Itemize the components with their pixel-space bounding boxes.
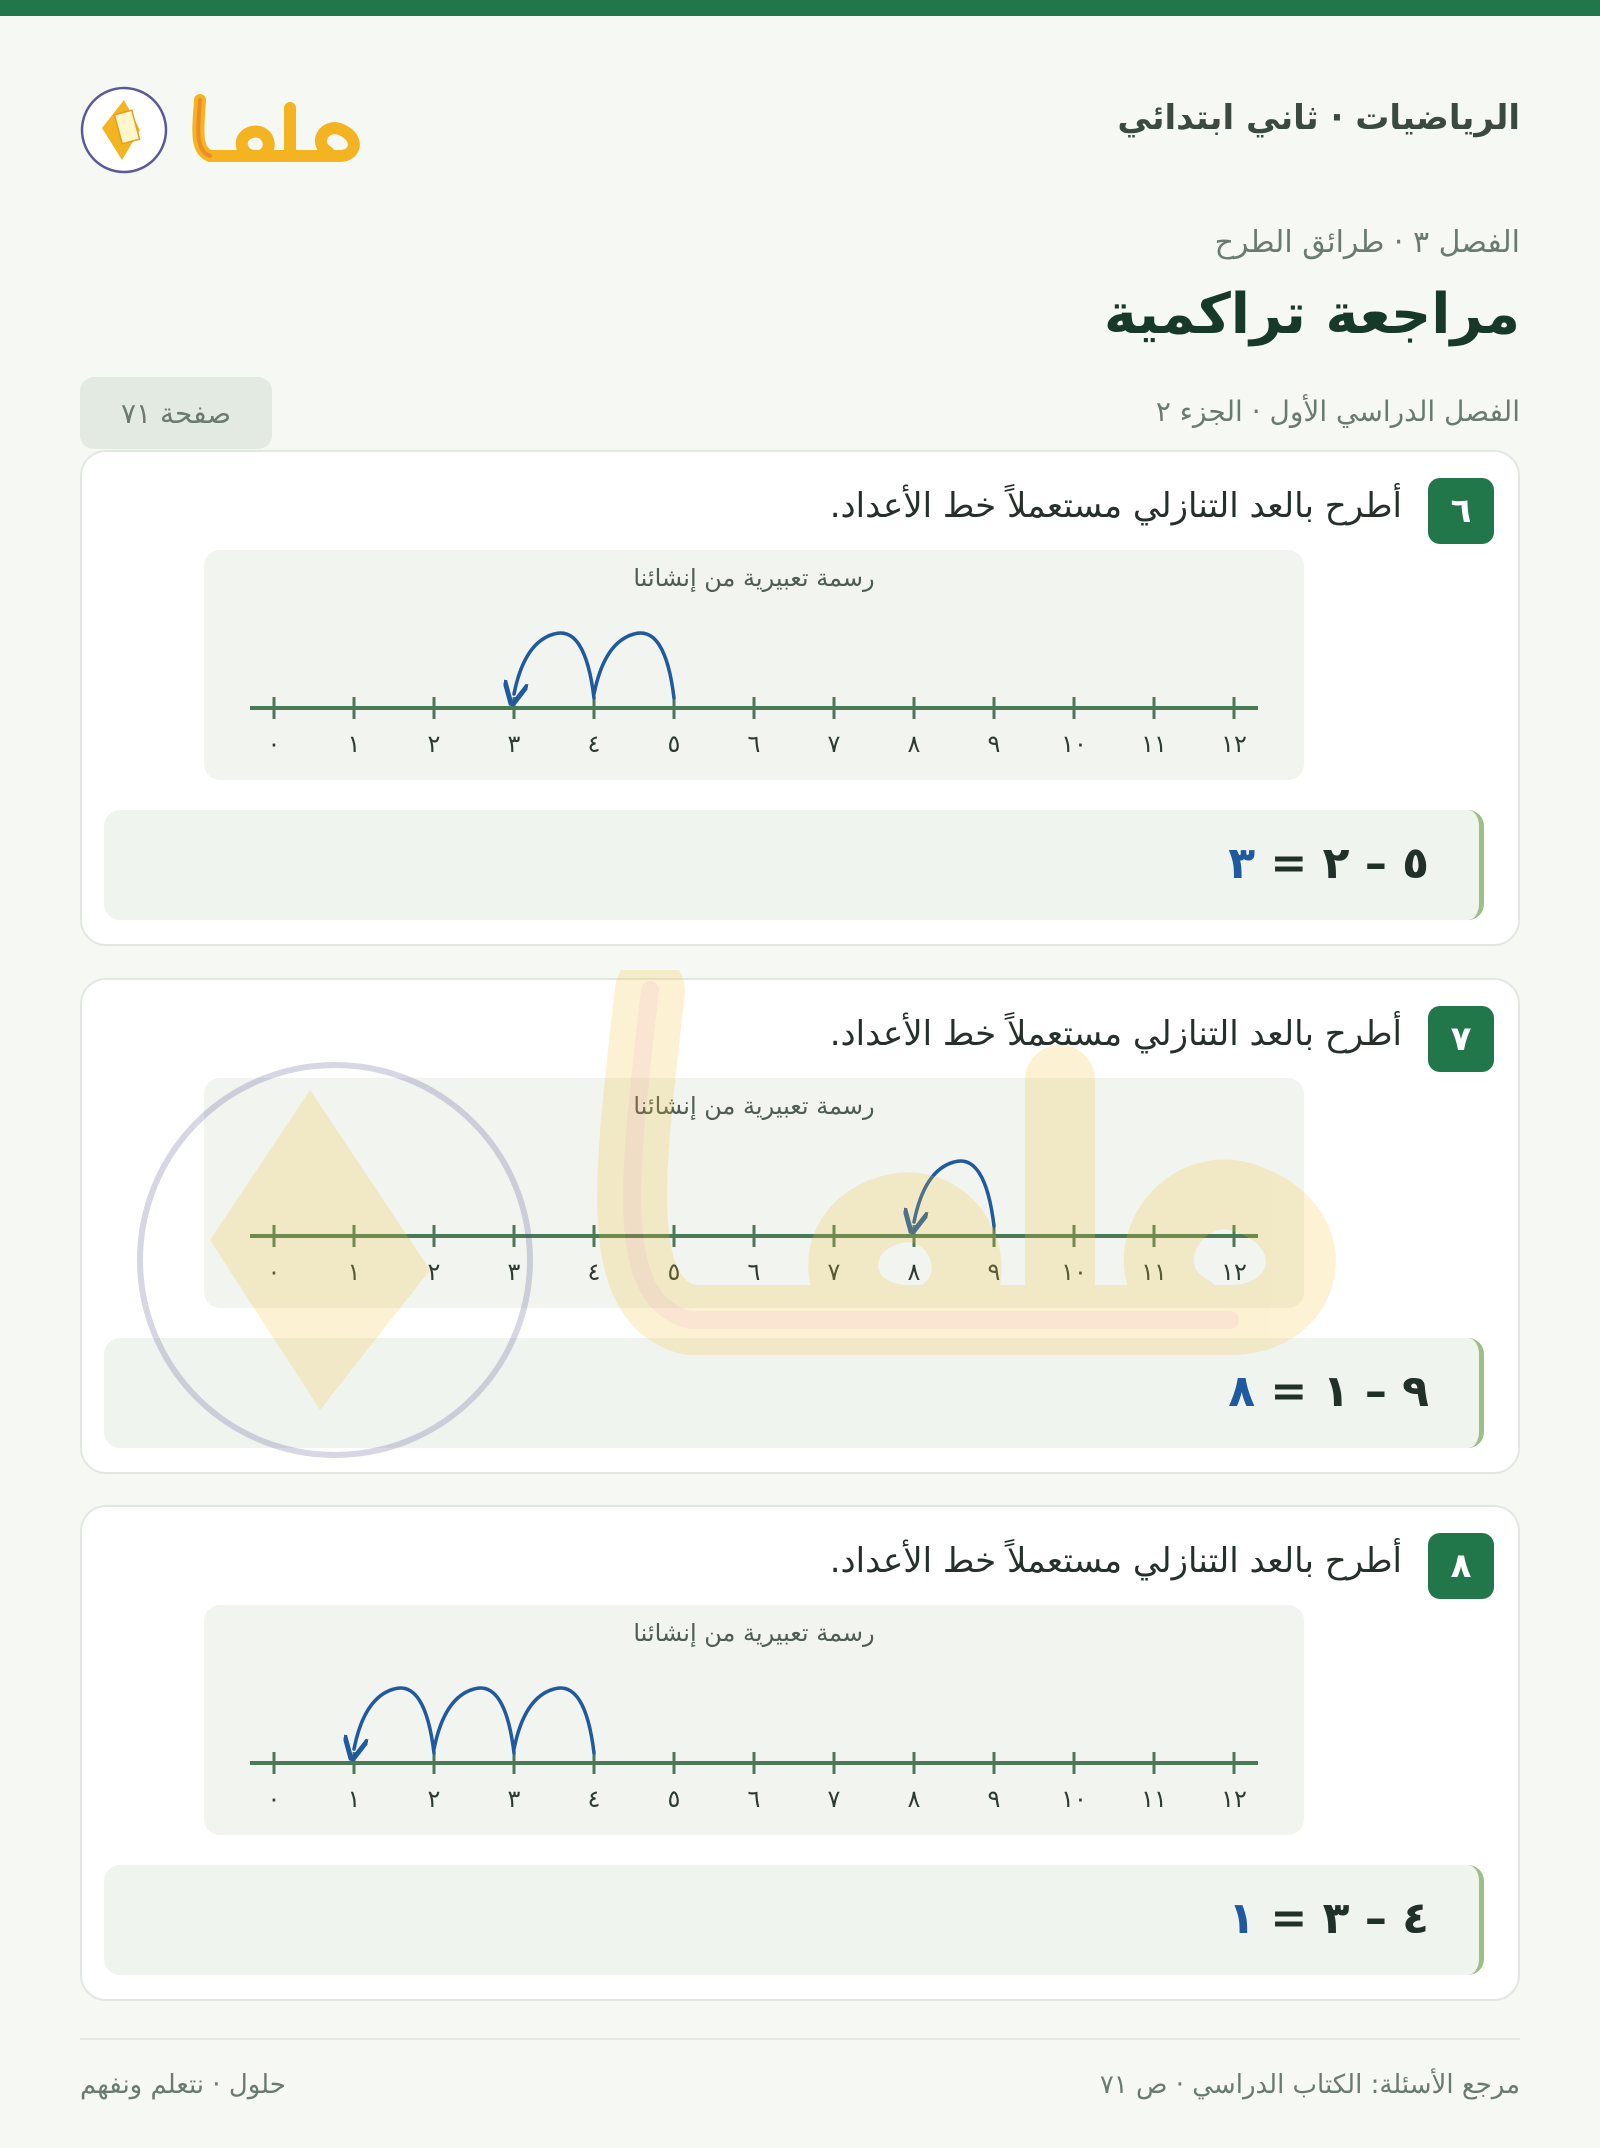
- jump-arrow: [354, 1688, 434, 1753]
- number-line-tick-label: ٣: [507, 1785, 521, 1813]
- number-line-tick-label: ٥: [667, 1258, 681, 1286]
- answer-box: [104, 810, 1484, 920]
- question-text: أطرح بالعد التنازلي مستعملاً خط الأعداد.: [829, 1541, 1402, 1581]
- number-line-tick-label: ١٢: [1221, 1258, 1247, 1286]
- number-line-tick-label: ٨: [907, 1785, 921, 1813]
- number-line: [204, 550, 1304, 780]
- question-number-badge: [1428, 1533, 1494, 1599]
- subject-title: الرياضيات · ثاني ابتدائي: [1117, 98, 1520, 138]
- jump-arrow: [514, 1688, 594, 1753]
- number-line-tick-label: ٩: [987, 1785, 1001, 1813]
- answer-equation: [1228, 1893, 1429, 1944]
- number-line-tick-label: ١٠: [1061, 1785, 1087, 1813]
- minus-sign: –: [1364, 1893, 1387, 1944]
- jump-arrow: [514, 633, 594, 698]
- diagram-caption: رسمة تعبيرية من إنشائنا: [633, 564, 875, 592]
- number-line-tick-label: ٧: [827, 1785, 841, 1813]
- question-number: ٧: [1450, 1019, 1472, 1059]
- number-line-tick-label: ٨: [907, 1258, 921, 1286]
- number-line-tick-label: ٦: [747, 730, 761, 758]
- subtrahend: ٣: [1322, 1893, 1350, 1944]
- number-line-tick-label: ١: [347, 1785, 361, 1813]
- question-text: أطرح بالعد التنازلي مستعملاً خط الأعداد.: [829, 486, 1402, 526]
- question-number-badge: [1428, 478, 1494, 544]
- subtrahend: ٢: [1322, 838, 1350, 889]
- answer-result: ١: [1228, 1893, 1256, 1944]
- number-line-tick-label: ٦: [747, 1785, 761, 1813]
- number-line-tick-label: ٧: [827, 730, 841, 758]
- number-line-tick-label: ٨: [907, 730, 921, 758]
- answer-equation: [1228, 1366, 1429, 1417]
- answer-result: ٣: [1228, 838, 1256, 889]
- number-line-tick-label: ٥: [667, 1785, 681, 1813]
- question-card: [80, 450, 1520, 946]
- question-number-badge: [1428, 1006, 1494, 1072]
- answer-equation: [1228, 838, 1429, 889]
- number-line-tick-label: ٢: [427, 1258, 441, 1286]
- header: [80, 60, 1520, 200]
- diagram-caption: رسمة تعبيرية من إنشائنا: [633, 1092, 875, 1120]
- minus-sign: –: [1364, 1366, 1387, 1417]
- jump-arrow: [594, 633, 674, 698]
- diagram-caption: رسمة تعبيرية من إنشائنا: [633, 1619, 875, 1647]
- question-number: ٨: [1450, 1546, 1472, 1586]
- chapter-label: الفصل ٣ · طرائق الطرح: [1214, 225, 1520, 260]
- footer-divider: [80, 2038, 1520, 2040]
- answer-result: ٨: [1228, 1366, 1256, 1417]
- number-line-tick-label: ١٢: [1221, 1785, 1247, 1813]
- equals-sign: =: [1270, 1366, 1308, 1417]
- number-line-diagram: [204, 1078, 1304, 1308]
- jump-arrow: [914, 1161, 994, 1226]
- minuend: ٩: [1402, 1366, 1429, 1417]
- equals-sign: =: [1270, 1893, 1308, 1944]
- page-title: مراجعة تراكمية: [1103, 282, 1520, 347]
- hulul-logo: [80, 60, 370, 200]
- question-card: [80, 1505, 1520, 2001]
- number-line-tick-label: ٤: [587, 1258, 601, 1286]
- number-line-tick-label: ٠: [267, 1258, 281, 1286]
- footer-brand: حلول · نتعلم ونفهم: [80, 2070, 286, 2100]
- number-line: [204, 1078, 1304, 1308]
- number-line-diagram: [204, 1605, 1304, 1835]
- page-number-badge: [80, 377, 272, 449]
- question-card: [80, 978, 1520, 1474]
- number-line-tick-label: ١١: [1141, 1785, 1167, 1813]
- number-line-tick-label: ٢: [427, 730, 441, 758]
- number-line-tick-label: ٤: [587, 730, 601, 758]
- jump-arrow: [434, 1688, 514, 1753]
- number-line-diagram: [204, 550, 1304, 780]
- number-line-tick-label: ١١: [1141, 1258, 1167, 1286]
- number-line-tick-label: ٣: [507, 1258, 521, 1286]
- number-line-tick-label: ١١: [1141, 730, 1167, 758]
- number-line-tick-label: ٠: [267, 1785, 281, 1813]
- number-line-tick-label: ١٠: [1061, 730, 1087, 758]
- number-line-tick-label: ٩: [987, 1258, 1001, 1286]
- minuend: ٥: [1402, 838, 1429, 889]
- number-line-tick-label: ٠: [267, 730, 281, 758]
- subtrahend: ١: [1322, 1366, 1350, 1417]
- number-line-tick-label: ٩: [987, 730, 1001, 758]
- number-line-tick-label: ٦: [747, 1258, 761, 1286]
- question-number: ٦: [1450, 491, 1472, 531]
- number-line: [204, 1605, 1304, 1835]
- equals-sign: =: [1270, 838, 1308, 889]
- top-accent-bar: [0, 0, 1600, 16]
- semester-label: الفصل الدراسي الأول · الجزء ٢: [1155, 395, 1520, 428]
- answer-box: [104, 1338, 1484, 1448]
- number-line-tick-label: ٤: [587, 1785, 601, 1813]
- question-text: أطرح بالعد التنازلي مستعملاً خط الأعداد.: [829, 1014, 1402, 1054]
- minuend: ٤: [1402, 1893, 1429, 1944]
- number-line-tick-label: ١٢: [1221, 730, 1247, 758]
- number-line-tick-label: ١٠: [1061, 1258, 1087, 1286]
- number-line-tick-label: ٣: [507, 730, 521, 758]
- number-line-tick-label: ١: [347, 1258, 361, 1286]
- page-number-label: صفحة ٧١: [121, 396, 232, 430]
- number-line-tick-label: ٥: [667, 730, 681, 758]
- number-line-tick-label: ٢: [427, 1785, 441, 1813]
- minus-sign: –: [1364, 838, 1387, 889]
- number-line-tick-label: ١: [347, 730, 361, 758]
- footer-reference: مرجع الأسئلة: الكتاب الدراسي · ص ٧١: [1099, 2070, 1520, 2100]
- number-line-tick-label: ٧: [827, 1258, 841, 1286]
- answer-box: [104, 1865, 1484, 1975]
